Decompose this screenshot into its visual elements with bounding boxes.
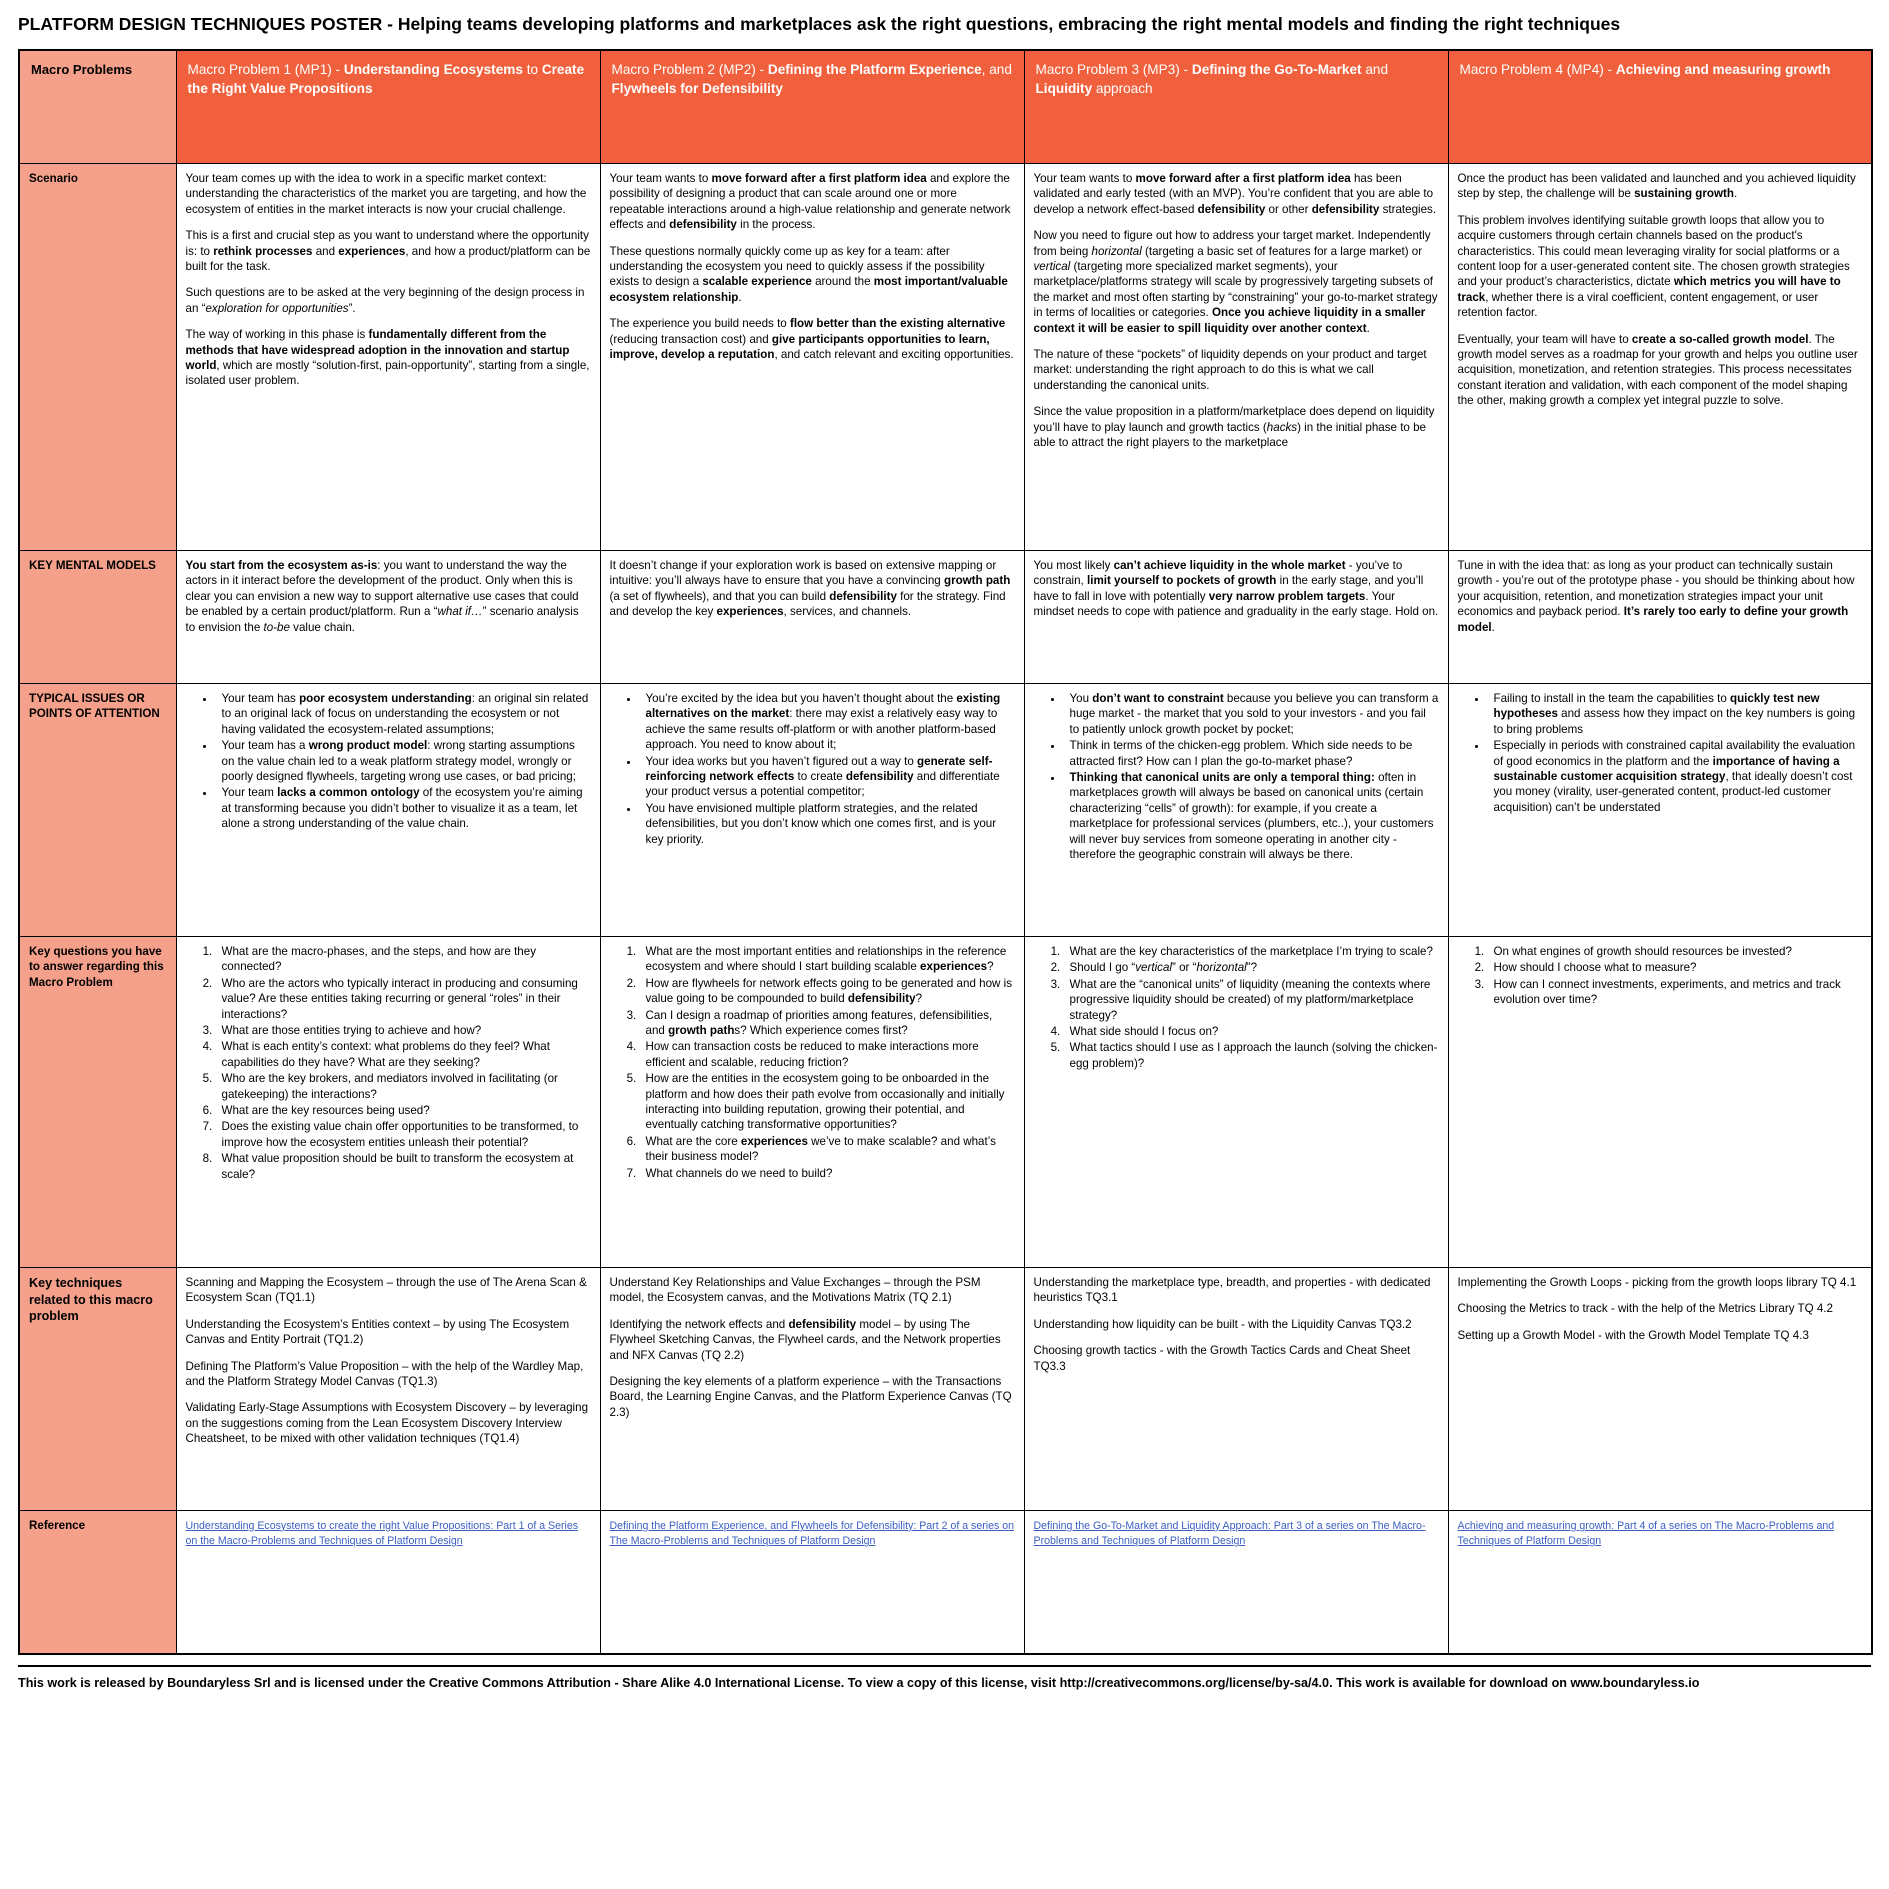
- table-row-key-questions: [19, 936, 1872, 1267]
- questions-list-mp2: [610, 944, 1015, 1181]
- mp2-header-b1: Defining the Platform Experience: [767, 61, 982, 77]
- page-title-subtitle: - Helping teams developing platforms and marketplaces ask the right questions, embracing the right mental models and finding the right techniques: [382, 14, 1621, 34]
- list-item: • You don’t want to constraint because you believe you can transform a huge market - the market that you sold to your investors - and you fail to patiently unlock growth pocket by pocket;: [1064, 691, 1439, 737]
- mp3-header-p3: approach: [1092, 80, 1153, 96]
- text-paragraph: Your team wants to move forward after a first platform idea has been validated and early tested (with an MVP). You’re confident that you are able to develop a network effect-based defensibility or other defensibility strategies.: [1033, 171, 1437, 216]
- page-title: [18, 14, 1871, 36]
- page-title-main: PLATFORM DESIGN TECHNIQUES POSTER: [18, 14, 383, 34]
- list-item: 1. What are the macro-phases, and the steps, and how are they connected?: [216, 944, 591, 975]
- list-item: • You have envisioned multiple platform strategies, and the related defensibilities, but you don’t know which one comes first, and is your key priority.: [640, 801, 1015, 847]
- mp2-header-b2: Flywheels for Defensibility: [611, 80, 783, 96]
- list-item: • Your team has a wrong product model: wrong starting assumptions on the value chain led to a weak platform strategy model, wrongly or poorly designed flywheels, targeting wrong use cases, or bad pricing;: [216, 738, 591, 784]
- techniques-cell-mp2: [600, 1267, 1024, 1510]
- questions-cell-mp1: [176, 936, 600, 1267]
- rowhead-key-mental-models: KEY MENTAL MODELS: [19, 550, 176, 683]
- issues-list-mp3: [1034, 691, 1439, 862]
- header-cell-mp3: [1024, 50, 1448, 164]
- text-paragraph: Choosing growth tactics - with the Growth Tactics Cards and Cheat Sheet TQ3.3: [1033, 1344, 1411, 1373]
- list-item: 4. How can transaction costs be reduced to make interactions more efficient and scalable, reducing friction?: [640, 1039, 1015, 1070]
- list-item: 2. How should I choose what to measure?: [1488, 960, 1863, 975]
- mp1-header-p1: Macro Problem 1 (MP1) -: [187, 61, 344, 77]
- list-item: 6. What are the key resources being used?: [216, 1103, 591, 1118]
- scenario-cell-mp4: [1448, 163, 1872, 550]
- scenario-cell-mp1: [176, 163, 600, 550]
- rowhead-key-techniques: Key techniques related to this macro problem: [19, 1267, 176, 1510]
- table-row-scenario: [19, 163, 1872, 550]
- rowhead-typical-issues: TYPICAL ISSUES OR POINTS OF ATTENTION: [19, 683, 176, 936]
- issues-cell-mp2: [600, 683, 1024, 936]
- list-item: 5. How are the entities in the ecosystem going to be onboarded in the platform and how does their path evolve from occasionally and initially interacting into building reputation, growing their potential, and eventually catching transformative opportunities?: [640, 1071, 1015, 1133]
- mp1-header-p2: to: [522, 61, 542, 77]
- text-paragraph: Implementing the Growth Loops - picking from the growth loops library TQ 4.1: [1457, 1275, 1857, 1289]
- text-paragraph: Defining The Platform’s Value Proposition – with the help of the Wardley Map, and the Platform Strategy Model Canvas (TQ1.3): [185, 1359, 584, 1388]
- text-paragraph: Your team wants to move forward after a first platform idea and explore the possibility of designing a product that can scale around one or more repeatable interactions around a high-value relationship and generate network effects and defensibility in the process.: [609, 171, 1011, 232]
- techniques-cell-mp1: [176, 1267, 600, 1510]
- header-cell-mp2: [600, 50, 1024, 164]
- scenario-cell-mp3: [1024, 163, 1448, 550]
- list-item: 3. What are those entities trying to achieve and how?: [216, 1023, 591, 1038]
- text-paragraph: Understanding how liquidity can be built - with the Liquidity Canvas TQ3.2: [1033, 1317, 1412, 1331]
- list-item: 5. What tactics should I use as I approach the launch (solving the chicken-egg problem)?: [1064, 1040, 1439, 1071]
- kmm-cell-mp4: [1448, 550, 1872, 683]
- list-item: 2. Who are the actors who typically interact in producing and consuming value? Are these entities taking recurring or general “roles” in their interactions?: [216, 976, 591, 1022]
- list-item: 7. What channels do we need to build?: [640, 1166, 1015, 1181]
- list-item: 8. What value proposition should be built to transform the ecosystem at scale?: [216, 1151, 591, 1182]
- list-item: 1. What are the most important entities and relationships in the reference ecosystem and where should I start building scalable experiences?: [640, 944, 1015, 975]
- reference-cell-mp1: [176, 1510, 600, 1654]
- questions-list-mp3: [1034, 944, 1439, 1071]
- license-footer: This work is released by Boundaryless Srl and is licensed under the Creative Commons Attribution - Share Alike 4.0 International License. To view a copy of this license, visit http://creativecommons.org/license/by-sa/4.0. This work is available for download on www.boundaryless.io: [18, 1665, 1871, 1692]
- text-paragraph: Now you need to figure out how to address your target market. Independently from being horizontal (targeting a basic set of features for a large market) or vertical (targeting more specialized market segments), your marketplace/platforms strategy will scale by progressively targeting subsets of the market and most often starting by “constraining” your go-to-market strategy in terms of localities or categories. Once you achieve liquidity in a smaller context it will be easier to spill liquidity over another context.: [1033, 229, 1438, 335]
- table-row-key-mental-models: [19, 550, 1872, 683]
- list-item: 6. What are the core experiences we’ve to make scalable? and what’s their business model?: [640, 1134, 1015, 1165]
- issues-cell-mp1: [176, 683, 600, 936]
- kmm-cell-mp1: [176, 550, 600, 683]
- text-paragraph: Since the value proposition in a platform/marketplace does depend on liquidity you’ll have to play launch and growth tactics (hacks) in the initial phase to be able to attract the right players to the marketplace: [1033, 405, 1435, 449]
- rowhead-scenario: Scenario: [19, 163, 176, 550]
- list-item: 4. What side should I focus on?: [1064, 1024, 1439, 1039]
- text-paragraph: Scanning and Mapping the Ecosystem – through the use of The Arena Scan & Ecosystem Scan (TQ1.1): [185, 1275, 587, 1305]
- list-item: • Failing to install in the team the capabilities to quickly test new hypotheses and assess how they impact on the key numbers is going to bring problems: [1488, 691, 1863, 737]
- kmm-cell-mp3: [1024, 550, 1448, 683]
- list-item: 7. Does the existing value chain offer opportunities to be transformed, to improve how the ecosystem entities unleash their potential?: [216, 1119, 591, 1150]
- mp3-header-p2: and: [1361, 61, 1389, 77]
- text-paragraph: The experience you build needs to flow better than the existing alternative (reducing transaction cost) and give participants opportunities to learn, improve, develop a reputation, and catch relevant and exciting opportunities.: [609, 317, 1014, 361]
- text-paragraph: Understand Key Relationships and Value Exchanges – through the PSM model, the Ecosystem canvas, and the Motivations Matrix (TQ 2.1): [609, 1275, 981, 1305]
- reference-link-mp3[interactable]: Defining the Go-To-Market and Liquidity Approach: Part 3 of a series on The Macro-Problems and Techniques of Platform Design: [1033, 1519, 1426, 1548]
- mp2-header-p1: Macro Problem 2 (MP2) -: [611, 61, 768, 77]
- text-paragraph: This problem involves identifying suitable growth loops that allow you to acquire customers through certain channels based on the product's characteristics. This could mean leveraging virality for social platforms or a content loop for a user-generated content site. The chosen growth strategies and your product’s characteristics, dictate which metrics you will have to track, whether there is a viral coefficient, content engagement, or user retention factor.: [1457, 213, 1850, 320]
- issues-cell-mp3: [1024, 683, 1448, 936]
- mp2-header-p2: , and: [981, 61, 1012, 77]
- rowhead-key-questions: Key questions you have to answer regarding this Macro Problem: [19, 936, 176, 1267]
- mp4-header-p1: Macro Problem 4 (MP4) -: [1459, 61, 1616, 77]
- header-cell-mp1: [176, 50, 600, 164]
- text-paragraph: Eventually, your team will have to create a so-called growth model. The growth model serves as a roadmap for your growth and helps you outline user acquisition, monetization, and retention strategies. This process necessitates constant iteration and validation, with each component of the model shaping the other, making growth a complex yet integral puzzle to solve.: [1457, 332, 1858, 408]
- text-paragraph: The nature of these “pockets” of liquidity depends on your product and target market: understanding the right approach to do this is what we call understanding the canonical units.: [1033, 347, 1427, 392]
- text-paragraph: Choosing the Metrics to track - with the help of the Metrics Library TQ 4.2: [1457, 1302, 1833, 1316]
- list-item: • Your idea works but you haven’t figured out a way to generate self-reinforcing network effects to create defensibility and differentiate your product versus a potential competitor;: [640, 754, 1015, 800]
- text-paragraph: Designing the key elements of a platform experience – with the Transactions Board, the Learning Engine Canvas, and the Platform Experience Canvas (TQ 2.3): [609, 1374, 1012, 1419]
- list-item: • Think in terms of the chicken-egg problem. Which side needs to be attracted first? How can I plan the go-to-market phase?: [1064, 738, 1439, 769]
- list-item: • Especially in periods with constrained capital availability the evaluation of good economics in the platform and the importance of having a sustainable customer acquisition strategy, that ideally doesn’t cost you money (virality, user-generated content, product-led customer acquisition) can’t be understated: [1488, 738, 1863, 815]
- list-item: 3. What are the “canonical units” of liquidity (meaning the contexts where progressive liquidity should be created) of my platform/marketplace strategy?: [1064, 977, 1439, 1023]
- mp4-header-b1: Achieving and measuring growth: [1615, 61, 1831, 77]
- questions-cell-mp3: [1024, 936, 1448, 1267]
- list-item: • You’re excited by the idea but you haven’t thought about the existing alternatives on the market: there may exist a relatively easy way to achieve the same results off-platform or with another platform-based approach. You need to know about it;: [640, 691, 1015, 753]
- reference-link-mp2[interactable]: Defining the Platform Experience, and Flywheels for Defensibility: Part 2 of a series on The Macro-Problems and Techniques of Platform Design: [609, 1519, 1015, 1548]
- questions-cell-mp4: [1448, 936, 1872, 1267]
- issues-list-mp2: [610, 691, 1015, 847]
- table-row-key-techniques: [19, 1267, 1872, 1510]
- issues-list-mp1: [186, 691, 591, 832]
- text-paragraph: Tune in with the idea that: as long as your product can technically sustain growth - you’re out of the prototype phase - you should be thinking about how your acquisition, retention, and monetization strategies impact your unit economics and payback period. It’s rarely too early to define your growth model.: [1457, 558, 1855, 634]
- rowhead-reference: Reference: [19, 1510, 176, 1654]
- list-item: 4. What is each entity’s context: what problems do they feel? What capabilities do they have? What are they seeking?: [216, 1039, 591, 1070]
- table-row-macro-problems: [19, 50, 1872, 164]
- text-paragraph: Setting up a Growth Model - with the Growth Model Template TQ 4.3: [1457, 1328, 1809, 1342]
- mp3-header-b2: Liquidity: [1035, 80, 1093, 96]
- text-paragraph: This is a first and crucial step as you want to understand where the opportunity is: to rethink processes and experiences, and how a product/platform can be built for the task.: [185, 229, 591, 273]
- list-item: 2. How are flywheels for network effects going to be generated and how is value going to be compounded to build defensibility?: [640, 976, 1015, 1007]
- reference-cell-mp2: [600, 1510, 1024, 1654]
- questions-list-mp4: [1458, 944, 1863, 1008]
- text-paragraph: Your team comes up with the idea to work in a specific market context: understanding the characteristics of the market you are targeting, and how the ecosystem of entities in the market interacts is now your crucial challenge.: [185, 171, 587, 216]
- text-paragraph: It doesn’t change if your exploration work is based on extensive mapping or intuitive: you’ll always have to ensure that you have a convincing growth path (a set of flywheels), and that you can build defensibility for the strategy. Find and develop the key experiences, services, and channels.: [609, 558, 1011, 619]
- reference-link-mp1[interactable]: Understanding Ecosystems to create the right Value Propositions: Part 1 of a Series on the Macro-Problems and Techniques of Platform Design: [185, 1519, 579, 1548]
- reference-cell-mp4: [1448, 1510, 1872, 1654]
- text-paragraph: Validating Early-Stage Assumptions with Ecosystem Discovery – by leveraging on the suggestions coming from the Lean Ecosystem Discovery Interview Cheatsheet, to be mixed with other validation techniques (TQ1.4): [185, 1401, 589, 1446]
- issues-cell-mp4: [1448, 683, 1872, 936]
- techniques-cell-mp3: [1024, 1267, 1448, 1510]
- list-item: • Your team lacks a common ontology of the ecosystem you’re aiming at transforming because you didn’t bother to visualize it as a team, let alone a strong understanding of the value chain.: [216, 785, 591, 831]
- questions-list-mp1: [186, 944, 591, 1182]
- questions-cell-mp2: [600, 936, 1024, 1267]
- kmm-cell-mp2: [600, 550, 1024, 683]
- list-item: 1. On what engines of growth should resources be invested?: [1488, 944, 1863, 959]
- list-item: • Thinking that canonical units are only a temporal thing: often in marketplaces growth will always be based on canonical units (certain characterizing “cells” of growth): for example, if you create a marketplace for professional services (plumbers, etc..), your customers will never buy services from someone operating in another city - therefore the geographic constrain will always be there.: [1064, 770, 1439, 862]
- reference-link-mp4[interactable]: Achieving and measuring growth: Part 4 of a series on The Macro-Problems and Techniques of Platform Design: [1457, 1519, 1835, 1548]
- reference-cell-mp3: [1024, 1510, 1448, 1654]
- issues-list-mp4: [1458, 691, 1863, 815]
- header-cell-mp4: [1448, 50, 1872, 164]
- text-paragraph: Understanding the Ecosystem’s Entities context – by using The Ecosystem Canvas and Entity Portrait (TQ1.2): [185, 1317, 570, 1347]
- mp1-header-b1: Understanding Ecosystems: [343, 61, 523, 77]
- table-row-typical-issues: [19, 683, 1872, 936]
- poster-table: [18, 49, 1873, 1655]
- list-item: 1. What are the key characteristics of the marketplace I’m trying to scale?: [1064, 944, 1439, 959]
- list-item: 3. Can I design a roadmap of priorities among features, defensibilities, and growth paths? Which experience comes first?: [640, 1008, 1015, 1039]
- text-paragraph: The way of working in this phase is fundamentally different from the methods that have widespread adoption in the innovation and startup world, which are mostly “solution-first, pain-opportunity”, starting from a single, isolated user problem.: [185, 328, 590, 388]
- text-paragraph: Identifying the network effects and defensibility model – by using The Flywheel Sketching Canvas, the Flywheel cards, and the Network properties and NFX Canvas (TQ 2.2): [609, 1317, 1001, 1362]
- list-item: 2. Should I go “vertical” or “horizontal”?: [1064, 960, 1439, 975]
- scenario-cell-mp2: [600, 163, 1024, 550]
- list-item: 3. How can I connect investments, experiments, and metrics and track evolution over time?: [1488, 977, 1863, 1008]
- text-paragraph: Such questions are to be asked at the very beginning of the design process in an “exploration for opportunities”.: [185, 286, 585, 315]
- mp1-header-b2: Create the Right Value Propositions: [187, 61, 585, 96]
- text-paragraph: Once the product has been validated and launched and you achieved liquidity step by step, the challenge will be sustaining growth.: [1457, 171, 1856, 201]
- text-paragraph: You most likely can’t achieve liquidity in the whole market - you’ve to constrain, limit yourself to pockets of growth in the early stage, and you’ll have to fall in love with potentially very narrow problem targets. Your mindset needs to cope with patience and graduality in the early stage. Hold on.: [1033, 558, 1439, 619]
- techniques-cell-mp4: [1448, 1267, 1872, 1510]
- list-item: • Your team has poor ecosystem understanding: an original sin related to an original lack of focus on understanding the ecosystem or not having validated the ecosystem-related assumptions;: [216, 691, 591, 737]
- list-item: 5. Who are the key brokers, and mediators involved in facilitating (or gatekeeping) the interactions?: [216, 1071, 591, 1102]
- text-paragraph: These questions normally quickly come up as key for a team: after understanding the ecosystem you need to quickly assess if the possibility exists to design a scalable experience around the most important/valuable ecosystem relationship.: [609, 244, 1008, 304]
- mp3-header-b1: Defining the Go-To-Market: [1191, 61, 1362, 77]
- mp3-header-p1: Macro Problem 3 (MP3) -: [1035, 61, 1192, 77]
- text-paragraph: Understanding the marketplace type, breadth, and properties - with dedicated heuristics TQ3.1: [1033, 1275, 1431, 1305]
- text-paragraph: You start from the ecosystem as-is: you want to understand the way the actors in it interact before the development of the product. Only when this is clear you can envision a new way to support alternative use cases that could be enabled by a certain product/platform. Run a “what if…” scenario analysis to envision the to-be value chain.: [185, 558, 579, 634]
- rowhead-macro-problems: Macro Problems: [19, 50, 176, 164]
- table-row-reference: [19, 1510, 1872, 1654]
